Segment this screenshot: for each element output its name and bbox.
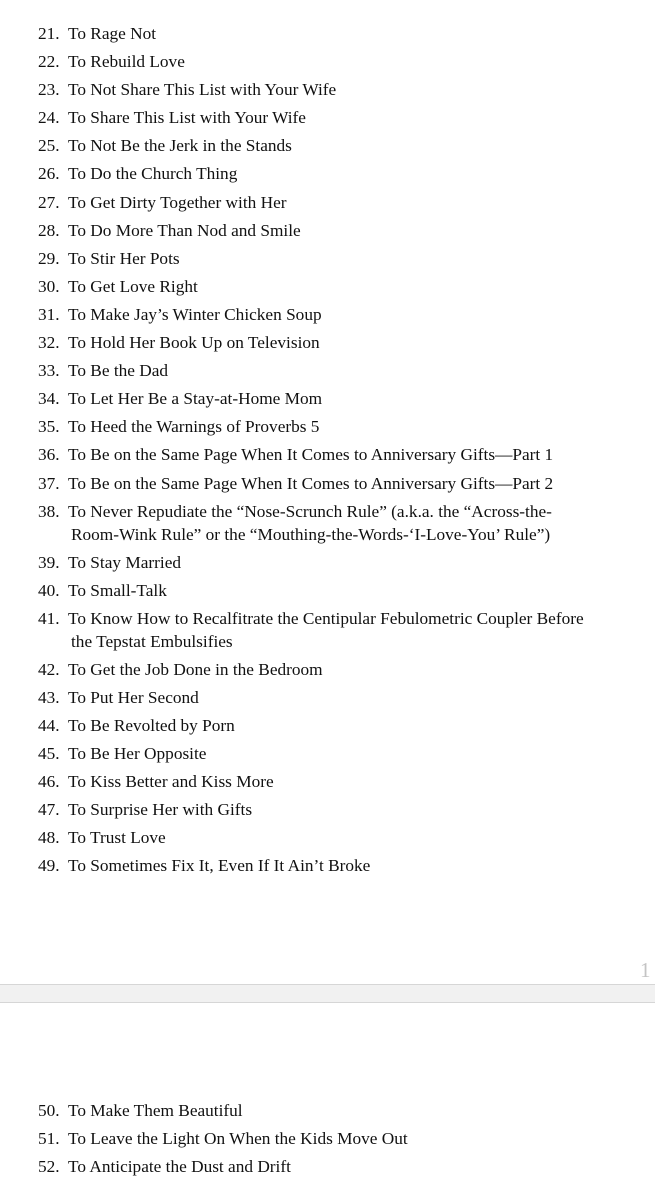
toc-entry	[0, 76, 648, 104]
toc-entry-title: To Know How to Recalfitrate the Centipular Febulometric Coupler Before	[68, 608, 584, 628]
toc-entry-number: 38.	[38, 501, 60, 521]
toc-entry-number: 32.	[38, 333, 60, 353]
toc-entry	[0, 1097, 648, 1125]
toc-entry-number: 48.	[38, 828, 60, 848]
toc-entry	[0, 656, 648, 684]
toc-entry-number: 49.	[38, 856, 60, 876]
toc-entry-title: To Sometimes Fix It, Even If It Ain’t Broke	[68, 856, 371, 876]
toc-entry	[0, 1153, 648, 1181]
toc-entry-number: 22.	[38, 52, 60, 72]
toc-entry-title: the Tepstat Embulsifies	[71, 631, 233, 651]
toc-entry	[0, 498, 648, 549]
toc-entry-number: 24.	[38, 108, 60, 128]
toc-entry-number: 41.	[38, 608, 60, 628]
toc-entry	[0, 413, 648, 441]
toc-entry-number: 42.	[38, 659, 60, 679]
toc-entry-number: 23.	[38, 80, 60, 100]
toc-entry-title: To Share This List with Your Wife	[68, 108, 306, 128]
toc-entry-title: To Do More Than Nod and Smile	[68, 220, 301, 240]
toc-entry-title: To Make Jay’s Winter Chicken Soup	[68, 304, 322, 324]
toc-entry-title: To Leave the Light On When the Kids Move Out	[68, 1129, 408, 1149]
toc-entry-number: 47.	[38, 800, 60, 820]
toc-entry-title: To Kiss Better and Kiss More	[68, 772, 274, 792]
toc-entry	[0, 824, 648, 852]
toc-entry-title: To Be the Dad	[68, 361, 169, 381]
toc-entry	[0, 273, 648, 301]
toc-entry-number: 35.	[38, 417, 60, 437]
toc-entry-title: To Get Love Right	[68, 276, 198, 296]
toc-entry-title: To Anticipate the Dust and Drift	[68, 1157, 291, 1177]
toc-entry-title: To Be Revolted by Porn	[68, 715, 235, 735]
toc-entry-title: To Get Dirty Together with Her	[68, 192, 287, 212]
toc-entry-number: 28.	[38, 220, 60, 240]
toc-entry	[0, 1125, 648, 1153]
toc-entry-number: 46.	[38, 772, 60, 792]
toc-entry-title: To Stir Her Pots	[68, 248, 180, 268]
toc-entry	[0, 441, 648, 469]
document-page-bottom	[0, 1003, 655, 1200]
page-separator	[0, 984, 655, 1003]
toc-entry-number: 26.	[38, 164, 60, 184]
toc-entry-title: To Trust Love	[68, 828, 166, 848]
toc-entry-title: To Make Them Beautiful	[68, 1101, 243, 1120]
table-of-contents-list-continued	[0, 1097, 648, 1181]
toc-entry-number: 43.	[38, 687, 60, 707]
toc-entry	[0, 357, 648, 385]
toc-entry-title: To Put Her Second	[68, 687, 199, 707]
toc-entry	[0, 852, 648, 880]
page-number: 1	[640, 958, 651, 982]
toc-entry	[0, 189, 648, 217]
toc-entry	[0, 605, 648, 656]
toc-entry	[0, 160, 648, 188]
toc-entry	[0, 132, 648, 160]
toc-entry-title: To Get the Job Done in the Bedroom	[68, 659, 323, 679]
toc-entry-title: To Be Her Opposite	[68, 744, 207, 764]
toc-entry	[0, 796, 648, 824]
toc-entry	[0, 104, 648, 132]
toc-entry-number: 29.	[38, 248, 60, 268]
toc-entry-number: 44.	[38, 715, 60, 735]
toc-entry	[0, 470, 648, 498]
toc-entry-title: To Be on the Same Page When It Comes to Anniversary Gifts—Part 1	[68, 445, 554, 465]
toc-entry-title: To Let Her Be a Stay-at-Home Mom	[68, 389, 323, 409]
toc-entry-title: To Surprise Her with Gifts	[68, 800, 253, 820]
toc-entry-number: 31.	[38, 304, 60, 324]
toc-entry-number: 45.	[38, 744, 60, 764]
toc-entry-title: To Not Share This List with Your Wife	[68, 80, 337, 100]
toc-entry	[0, 768, 648, 796]
toc-entry-title: To Rage Not	[68, 24, 157, 43]
toc-entry	[0, 301, 648, 329]
toc-entry	[0, 245, 648, 273]
toc-entry-number: 39.	[38, 552, 60, 572]
toc-entry-title: To Hold Her Book Up on Television	[68, 333, 320, 353]
toc-entry	[0, 740, 648, 768]
toc-entry	[0, 577, 648, 605]
table-of-contents-list	[0, 20, 648, 881]
toc-entry-title: To Small-Talk	[68, 580, 167, 600]
toc-entry-number: 25.	[38, 136, 60, 156]
toc-entry-title: To Rebuild Love	[68, 52, 185, 72]
toc-entry-title: To Heed the Warnings of Proverbs 5	[68, 417, 320, 437]
toc-entry-number: 33.	[38, 361, 60, 381]
toc-entry	[0, 549, 648, 577]
toc-entry-number: 52.	[38, 1157, 60, 1177]
toc-entry-number: 37.	[38, 473, 60, 493]
toc-entry-number: 40.	[38, 580, 60, 600]
toc-entry-number: 34.	[38, 389, 60, 409]
toc-entry-number: 30.	[38, 276, 60, 296]
toc-entry-number: 51.	[38, 1129, 60, 1149]
toc-entry-title: To Do the Church Thing	[68, 164, 238, 184]
toc-entry-title: Room-Wink Rule” or the “Mouthing-the-Words-‘I-Love-You’ Rule”)	[71, 524, 551, 544]
toc-entry-number: 36.	[38, 445, 60, 465]
toc-entry	[0, 48, 648, 76]
toc-entry	[0, 712, 648, 740]
toc-entry	[0, 217, 648, 245]
toc-entry	[0, 684, 648, 712]
toc-entry-title: To Never Repudiate the “Nose-Scrunch Rule” (a.k.a. the “Across-the-	[68, 501, 552, 521]
toc-entry-number: 50.	[38, 1101, 60, 1120]
toc-entry-title: To Stay Married	[68, 552, 182, 572]
toc-entry-title: To Not Be the Jerk in the Stands	[68, 136, 292, 156]
toc-entry	[0, 20, 648, 48]
toc-entry	[0, 385, 648, 413]
toc-entry-number: 27.	[38, 192, 60, 212]
toc-entry-title: To Be on the Same Page When It Comes to Anniversary Gifts—Part 2	[68, 473, 554, 493]
toc-entry-number: 21.	[38, 24, 60, 43]
toc-entry	[0, 329, 648, 357]
